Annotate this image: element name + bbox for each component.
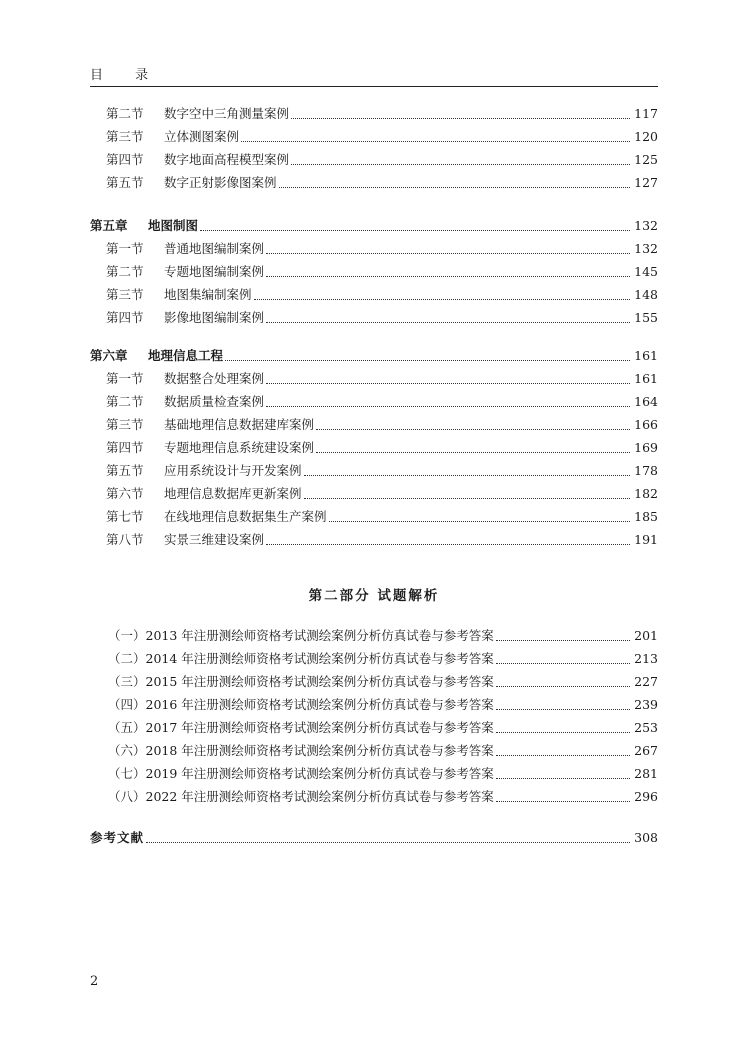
section-number: 第四节 <box>106 310 144 325</box>
page-ref: 125 <box>634 152 658 167</box>
page-ref: 148 <box>634 287 658 302</box>
toc-entry[interactable] <box>90 173 658 193</box>
page-ref: 132 <box>634 218 658 233</box>
page-ref: 132 <box>634 241 658 256</box>
section-number: 第四节 <box>106 440 144 455</box>
section-title: 数据整合处理案例 <box>164 371 265 386</box>
section-number: 第一节 <box>106 241 144 256</box>
section-title: 普通地图编制案例 <box>164 241 265 256</box>
toc-chapter-entry[interactable] <box>90 346 658 366</box>
toc-exam-entry[interactable] <box>90 741 658 761</box>
page-number: 2 <box>90 974 99 989</box>
page-ref: 161 <box>634 371 658 386</box>
section-title: 基础地理信息数据建库案例 <box>164 417 315 432</box>
dot-leader <box>291 117 630 119</box>
page-ref: 117 <box>634 106 658 121</box>
page-ref: 213 <box>634 651 658 666</box>
toc-entry[interactable] <box>90 369 658 389</box>
dot-leader <box>496 708 630 710</box>
exam-title: （七）2019 年注册测绘师资格考试测绘案例分析仿真试卷与参考答案 <box>108 766 494 781</box>
dot-leader <box>279 186 631 188</box>
page-ref: 201 <box>634 628 658 643</box>
page-ref: 161 <box>634 348 658 363</box>
toc-entry[interactable] <box>90 507 658 527</box>
dot-leader <box>329 520 631 522</box>
section-title: 地理信息数据库更新案例 <box>164 486 302 501</box>
exam-title: （三）2015 年注册测绘师资格考试测绘案例分析仿真试卷与参考答案 <box>108 674 494 689</box>
dot-leader <box>496 800 630 802</box>
toc-entry[interactable] <box>90 285 658 305</box>
section-number: 第七节 <box>106 509 144 524</box>
dot-leader <box>225 359 630 361</box>
section-number: 第五节 <box>106 175 144 190</box>
running-header: 目 录 <box>90 68 163 83</box>
page-ref: 120 <box>634 129 658 144</box>
page-ref: 178 <box>634 463 658 478</box>
page-ref: 281 <box>634 766 658 781</box>
toc-entry[interactable] <box>90 392 658 412</box>
dot-leader <box>254 298 631 300</box>
section-number: 第四节 <box>106 152 144 167</box>
toc-entry[interactable] <box>90 127 658 147</box>
page-ref: 182 <box>634 486 658 501</box>
dot-leader <box>496 685 630 687</box>
exam-title: （六）2018 年注册测绘师资格考试测绘案例分析仿真试卷与参考答案 <box>108 743 494 758</box>
section-title: 数字空中三角测量案例 <box>164 106 290 121</box>
section-title: 实景三维建设案例 <box>164 532 265 547</box>
toc-exam-entry[interactable] <box>90 695 658 715</box>
toc-entry[interactable] <box>90 104 658 124</box>
toc-entry[interactable] <box>90 308 658 328</box>
exam-title: （四）2016 年注册测绘师资格考试测绘案例分析仿真试卷与参考答案 <box>108 697 494 712</box>
toc-exam-entry[interactable] <box>90 672 658 692</box>
exam-title: （五）2017 年注册测绘师资格考试测绘案例分析仿真试卷与参考答案 <box>108 720 494 735</box>
toc-entry[interactable] <box>90 150 658 170</box>
toc-entry[interactable] <box>90 484 658 504</box>
dot-leader <box>200 229 630 231</box>
section-number: 第五节 <box>106 463 144 478</box>
dot-leader <box>496 731 630 733</box>
section-number: 第一节 <box>106 371 144 386</box>
section-title: 立体测图案例 <box>164 129 240 144</box>
section-number: 第二节 <box>106 394 144 409</box>
section-title: 数字正射影像图案例 <box>164 175 277 190</box>
toc-entry[interactable] <box>90 415 658 435</box>
toc-exam-entry[interactable] <box>90 649 658 669</box>
dot-leader <box>304 497 631 499</box>
page-ref: 227 <box>634 674 658 689</box>
page-ref: 253 <box>634 720 658 735</box>
section-title: 专题地理信息系统建设案例 <box>164 440 315 455</box>
section-title: 在线地理信息数据集生产案例 <box>164 509 327 524</box>
section-title: 数字地面高程模型案例 <box>164 152 290 167</box>
page-ref: 185 <box>634 509 658 524</box>
exam-title: （八）2022 年注册测绘师资格考试测绘案例分析仿真试卷与参考答案 <box>108 789 494 804</box>
references-title: 参考文献 <box>90 830 145 845</box>
page-ref: 164 <box>634 394 658 409</box>
page-ref: 155 <box>634 310 658 325</box>
exam-title: （二）2014 年注册测绘师资格考试测绘案例分析仿真试卷与参考答案 <box>108 651 494 666</box>
page-ref: 267 <box>634 743 658 758</box>
section-title: 影像地图编制案例 <box>164 310 265 325</box>
section-title: 数据质量检查案例 <box>164 394 265 409</box>
dot-leader <box>146 841 630 843</box>
toc-exam-entry[interactable] <box>90 764 658 784</box>
dot-leader <box>266 543 630 545</box>
header-rule <box>90 86 658 87</box>
toc-entry[interactable] <box>90 239 658 259</box>
dot-leader <box>266 405 630 407</box>
page-ref: 296 <box>634 789 658 804</box>
toc-entry[interactable] <box>90 262 658 282</box>
exam-title: （一）2013 年注册测绘师资格考试测绘案例分析仿真试卷与参考答案 <box>108 628 494 643</box>
dot-leader <box>496 777 630 779</box>
dot-leader <box>266 382 630 384</box>
section-number: 第三节 <box>106 287 144 302</box>
chapter-number: 第六章 <box>90 348 128 363</box>
toc-references-entry[interactable] <box>90 828 658 848</box>
chapter-title: 地图制图 <box>148 218 199 233</box>
dot-leader <box>316 451 630 453</box>
page-ref: 191 <box>634 532 658 547</box>
dot-leader <box>496 639 630 641</box>
page-ref: 127 <box>634 175 658 190</box>
part-heading: 第二部分 试题解析 <box>308 588 440 604</box>
page-ref: 308 <box>634 830 658 845</box>
dot-leader <box>496 662 630 664</box>
section-title: 专题地图编制案例 <box>164 264 265 279</box>
dot-leader <box>241 140 630 142</box>
section-title: 地图集编制案例 <box>164 287 252 302</box>
page-ref: 166 <box>634 417 658 432</box>
section-title: 应用系统设计与开发案例 <box>164 463 302 478</box>
dot-leader <box>316 428 630 430</box>
section-number: 第三节 <box>106 417 144 432</box>
toc-entry[interactable] <box>90 438 658 458</box>
section-number: 第八节 <box>106 532 144 547</box>
section-number: 第三节 <box>106 129 144 144</box>
dot-leader <box>291 163 630 165</box>
dot-leader <box>266 252 630 254</box>
section-number: 第六节 <box>106 486 144 501</box>
toc-chapter-entry[interactable] <box>90 216 658 236</box>
page-ref: 239 <box>634 697 658 712</box>
dot-leader <box>266 321 630 323</box>
toc-entry[interactable] <box>90 461 658 481</box>
dot-leader <box>496 754 630 756</box>
dot-leader <box>266 275 630 277</box>
toc-exam-entry[interactable] <box>90 787 658 807</box>
section-number: 第二节 <box>106 106 144 121</box>
toc-entry[interactable] <box>90 530 658 550</box>
chapter-title: 地理信息工程 <box>148 348 224 363</box>
toc-exam-entry[interactable] <box>90 626 658 646</box>
chapter-number: 第五章 <box>90 218 128 233</box>
section-number: 第二节 <box>106 264 144 279</box>
dot-leader <box>304 474 631 476</box>
toc-exam-entry[interactable] <box>90 718 658 738</box>
page-ref: 169 <box>634 440 658 455</box>
page-ref: 145 <box>634 264 658 279</box>
